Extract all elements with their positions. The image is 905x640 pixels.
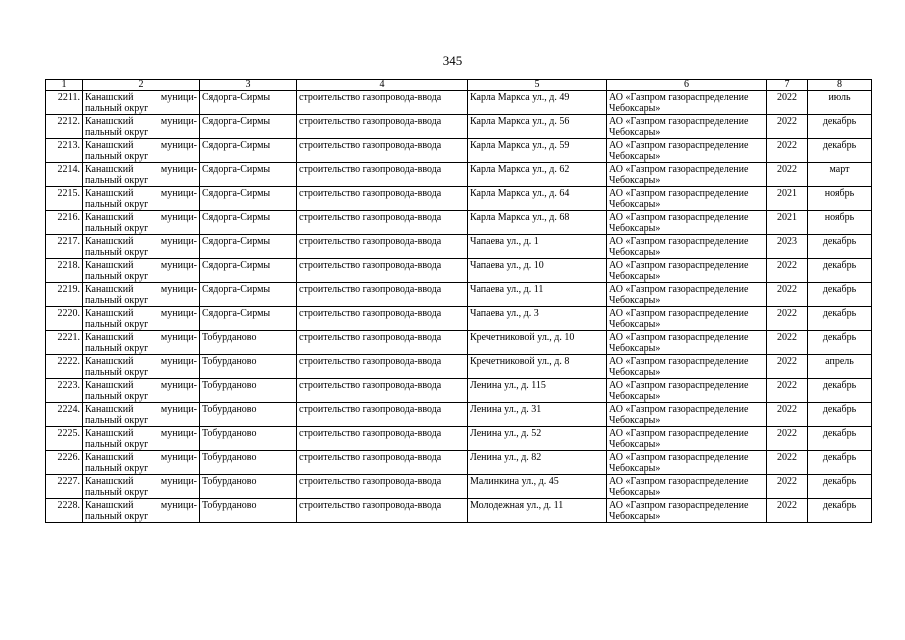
organization-cell: АО «Газпром газораспределение Чебоксары» bbox=[607, 307, 767, 331]
year-cell: 2022 bbox=[767, 139, 808, 163]
work-type-cell: строительство газопровода-ввода bbox=[297, 451, 468, 475]
work-type-cell: строительство газопровода-ввода bbox=[297, 211, 468, 235]
column-header: 1 bbox=[46, 80, 83, 91]
year-cell: 2022 bbox=[767, 403, 808, 427]
month-cell: июль bbox=[808, 91, 872, 115]
year-cell: 2022 bbox=[767, 499, 808, 523]
table-row bbox=[46, 355, 872, 379]
column-header: 6 bbox=[607, 80, 767, 91]
month-cell: ноябрь bbox=[808, 187, 872, 211]
row-number-cell: 2226. bbox=[46, 451, 83, 475]
work-type-cell: строительство газопровода-ввода bbox=[297, 91, 468, 115]
organization-cell: АО «Газпром газораспределение Чебоксары» bbox=[607, 331, 767, 355]
settlement-cell: Сядорга-Сирмы bbox=[200, 163, 297, 187]
month-cell: декабрь bbox=[808, 499, 872, 523]
address-cell: Карла Маркса ул., д. 68 bbox=[468, 211, 607, 235]
table-row bbox=[46, 331, 872, 355]
month-cell: декабрь bbox=[808, 115, 872, 139]
year-cell: 2022 bbox=[767, 115, 808, 139]
work-type-cell: строительство газопровода-ввода bbox=[297, 379, 468, 403]
settlement-cell: Тобурданово bbox=[200, 451, 297, 475]
year-cell: 2023 bbox=[767, 235, 808, 259]
district-cell: Канашский муници-пальный округ bbox=[83, 139, 200, 163]
settlement-cell: Сядорга-Сирмы bbox=[200, 115, 297, 139]
column-header: 7 bbox=[767, 80, 808, 91]
row-number-cell: 2214. bbox=[46, 163, 83, 187]
column-header: 4 bbox=[297, 80, 468, 91]
table-row bbox=[46, 187, 872, 211]
year-cell: 2021 bbox=[767, 187, 808, 211]
year-cell: 2022 bbox=[767, 283, 808, 307]
district-cell: Канашский муници-пальный округ bbox=[83, 403, 200, 427]
row-number-cell: 2215. bbox=[46, 187, 83, 211]
row-number-cell: 2217. bbox=[46, 235, 83, 259]
address-cell: Ленина ул., д. 31 bbox=[468, 403, 607, 427]
table-row bbox=[46, 451, 872, 475]
address-cell: Карла Маркса ул., д. 56 bbox=[468, 115, 607, 139]
district-cell: Канашский муници-пальный округ bbox=[83, 331, 200, 355]
address-cell: Карла Маркса ул., д. 49 bbox=[468, 91, 607, 115]
settlement-cell: Сядорга-Сирмы bbox=[200, 259, 297, 283]
year-cell: 2022 bbox=[767, 475, 808, 499]
table-row bbox=[46, 163, 872, 187]
address-cell: Карла Маркса ул., д. 64 bbox=[468, 187, 607, 211]
work-type-cell: строительство газопровода-ввода bbox=[297, 259, 468, 283]
settlement-cell: Сядорга-Сирмы bbox=[200, 91, 297, 115]
address-cell: Карла Маркса ул., д. 59 bbox=[468, 139, 607, 163]
settlement-cell: Тобурданово bbox=[200, 379, 297, 403]
settlement-cell: Сядорга-Сирмы bbox=[200, 307, 297, 331]
work-type-cell: строительство газопровода-ввода bbox=[297, 187, 468, 211]
table-row bbox=[46, 499, 872, 523]
address-cell: Ленина ул., д. 82 bbox=[468, 451, 607, 475]
column-header: 2 bbox=[83, 80, 200, 91]
address-cell: Ленина ул., д. 115 bbox=[468, 379, 607, 403]
table-row bbox=[46, 211, 872, 235]
organization-cell: АО «Газпром газораспределение Чебоксары» bbox=[607, 259, 767, 283]
district-cell: Канашский муници-пальный округ bbox=[83, 451, 200, 475]
row-number-cell: 2222. bbox=[46, 355, 83, 379]
organization-cell: АО «Газпром газораспределение Чебоксары» bbox=[607, 379, 767, 403]
year-cell: 2022 bbox=[767, 427, 808, 451]
row-number-cell: 2220. bbox=[46, 307, 83, 331]
district-cell: Канашский муници-пальный округ bbox=[83, 427, 200, 451]
work-type-cell: строительство газопровода-ввода bbox=[297, 403, 468, 427]
table-row bbox=[46, 235, 872, 259]
settlement-cell: Сядорга-Сирмы bbox=[200, 235, 297, 259]
table-row bbox=[46, 283, 872, 307]
page-number: 345 bbox=[442, 53, 463, 68]
row-number-cell: 2227. bbox=[46, 475, 83, 499]
work-type-cell: строительство газопровода-ввода bbox=[297, 163, 468, 187]
column-header: 3 bbox=[200, 80, 297, 91]
month-cell: декабрь bbox=[808, 379, 872, 403]
organization-cell: АО «Газпром газораспределение Чебоксары» bbox=[607, 91, 767, 115]
row-number-cell: 2212. bbox=[46, 115, 83, 139]
organization-cell: АО «Газпром газораспределение Чебоксары» bbox=[607, 139, 767, 163]
table-row bbox=[46, 139, 872, 163]
year-cell: 2021 bbox=[767, 211, 808, 235]
settlement-cell: Сядорга-Сирмы bbox=[200, 139, 297, 163]
column-header: 8 bbox=[808, 80, 872, 91]
row-number-cell: 2211. bbox=[46, 91, 83, 115]
organization-cell: АО «Газпром газораспределение Чебоксары» bbox=[607, 355, 767, 379]
district-cell: Канашский муници-пальный округ bbox=[83, 355, 200, 379]
year-cell: 2022 bbox=[767, 355, 808, 379]
organization-cell: АО «Газпром газораспределение Чебоксары» bbox=[607, 187, 767, 211]
organization-cell: АО «Газпром газораспределение Чебоксары» bbox=[607, 427, 767, 451]
month-cell: декабрь bbox=[808, 307, 872, 331]
address-cell: Кречетниковой ул., д. 10 bbox=[468, 331, 607, 355]
year-cell: 2022 bbox=[767, 331, 808, 355]
district-cell: Канашский муници-пальный округ bbox=[83, 211, 200, 235]
work-type-cell: строительство газопровода-ввода bbox=[297, 499, 468, 523]
organization-cell: АО «Газпром газораспределение Чебоксары» bbox=[607, 451, 767, 475]
settlement-cell: Тобурданово bbox=[200, 331, 297, 355]
district-cell: Канашский муници-пальный округ bbox=[83, 187, 200, 211]
row-number-cell: 2225. bbox=[46, 427, 83, 451]
month-cell: декабрь bbox=[808, 451, 872, 475]
settlement-cell: Сядорга-Сирмы bbox=[200, 283, 297, 307]
year-cell: 2022 bbox=[767, 91, 808, 115]
address-cell: Чапаева ул., д. 3 bbox=[468, 307, 607, 331]
settlement-cell: Тобурданово bbox=[200, 403, 297, 427]
organization-cell: АО «Газпром газораспределение Чебоксары» bbox=[607, 115, 767, 139]
settlement-cell: Сядорга-Сирмы bbox=[200, 211, 297, 235]
work-type-cell: строительство газопровода-ввода bbox=[297, 115, 468, 139]
address-cell: Кречетниковой ул., д. 8 bbox=[468, 355, 607, 379]
month-cell: ноябрь bbox=[808, 211, 872, 235]
address-cell: Ленина ул., д. 52 bbox=[468, 427, 607, 451]
organization-cell: АО «Газпром газораспределение Чебоксары» bbox=[607, 211, 767, 235]
gas-pipeline-registry-table bbox=[45, 79, 872, 523]
organization-cell: АО «Газпром газораспределение Чебоксары» bbox=[607, 475, 767, 499]
month-cell: декабрь bbox=[808, 283, 872, 307]
row-number-cell: 2221. bbox=[46, 331, 83, 355]
table-row bbox=[46, 115, 872, 139]
month-cell: декабрь bbox=[808, 259, 872, 283]
row-number-cell: 2219. bbox=[46, 283, 83, 307]
table-row bbox=[46, 475, 872, 499]
year-cell: 2022 bbox=[767, 379, 808, 403]
month-cell: декабрь bbox=[808, 139, 872, 163]
table-row bbox=[46, 259, 872, 283]
month-cell: декабрь bbox=[808, 427, 872, 451]
row-number-cell: 2218. bbox=[46, 259, 83, 283]
column-number-row bbox=[46, 80, 872, 91]
row-number-cell: 2216. bbox=[46, 211, 83, 235]
address-cell: Чапаева ул., д. 11 bbox=[468, 283, 607, 307]
month-cell: декабрь bbox=[808, 403, 872, 427]
address-cell: Молодежная ул., д. 11 bbox=[468, 499, 607, 523]
settlement-cell: Тобурданово bbox=[200, 499, 297, 523]
organization-cell: АО «Газпром газораспределение Чебоксары» bbox=[607, 163, 767, 187]
address-cell: Малинкина ул., д. 45 bbox=[468, 475, 607, 499]
district-cell: Канашский муници-пальный округ bbox=[83, 115, 200, 139]
month-cell: декабрь bbox=[808, 331, 872, 355]
table-row bbox=[46, 379, 872, 403]
work-type-cell: строительство газопровода-ввода bbox=[297, 283, 468, 307]
table-row bbox=[46, 307, 872, 331]
district-cell: Канашский муници-пальный округ bbox=[83, 475, 200, 499]
organization-cell: АО «Газпром газораспределение Чебоксары» bbox=[607, 235, 767, 259]
address-cell: Чапаева ул., д. 1 bbox=[468, 235, 607, 259]
row-number-cell: 2223. bbox=[46, 379, 83, 403]
settlement-cell: Сядорга-Сирмы bbox=[200, 187, 297, 211]
work-type-cell: строительство газопровода-ввода bbox=[297, 355, 468, 379]
organization-cell: АО «Газпром газораспределение Чебоксары» bbox=[607, 499, 767, 523]
work-type-cell: строительство газопровода-ввода bbox=[297, 139, 468, 163]
row-number-cell: 2224. bbox=[46, 403, 83, 427]
work-type-cell: строительство газопровода-ввода bbox=[297, 235, 468, 259]
district-cell: Канашский муници-пальный округ bbox=[83, 259, 200, 283]
address-cell: Чапаева ул., д. 10 bbox=[468, 259, 607, 283]
district-cell: Канашский муници-пальный округ bbox=[83, 235, 200, 259]
work-type-cell: строительство газопровода-ввода bbox=[297, 307, 468, 331]
year-cell: 2022 bbox=[767, 259, 808, 283]
year-cell: 2022 bbox=[767, 307, 808, 331]
column-header: 5 bbox=[468, 80, 607, 91]
year-cell: 2022 bbox=[767, 163, 808, 187]
row-number-cell: 2228. bbox=[46, 499, 83, 523]
settlement-cell: Тобурданово bbox=[200, 355, 297, 379]
month-cell: апрель bbox=[808, 355, 872, 379]
month-cell: декабрь bbox=[808, 475, 872, 499]
address-cell: Карла Маркса ул., д. 62 bbox=[468, 163, 607, 187]
work-type-cell: строительство газопровода-ввода bbox=[297, 331, 468, 355]
settlement-cell: Тобурданово bbox=[200, 475, 297, 499]
district-cell: Канашский муници-пальный округ bbox=[83, 283, 200, 307]
organization-cell: АО «Газпром газораспределение Чебоксары» bbox=[607, 283, 767, 307]
district-cell: Канашский муници-пальный округ bbox=[83, 379, 200, 403]
table-row bbox=[46, 91, 872, 115]
month-cell: декабрь bbox=[808, 235, 872, 259]
district-cell: Канашский муници-пальный округ bbox=[83, 307, 200, 331]
district-cell: Канашский муници-пальный округ bbox=[83, 163, 200, 187]
work-type-cell: строительство газопровода-ввода bbox=[297, 427, 468, 451]
district-cell: Канашский муници-пальный округ bbox=[83, 91, 200, 115]
year-cell: 2022 bbox=[767, 451, 808, 475]
organization-cell: АО «Газпром газораспределение Чебоксары» bbox=[607, 403, 767, 427]
district-cell: Канашский муници-пальный округ bbox=[83, 499, 200, 523]
settlement-cell: Тобурданово bbox=[200, 427, 297, 451]
table-row bbox=[46, 427, 872, 451]
month-cell: март bbox=[808, 163, 872, 187]
table-row bbox=[46, 403, 872, 427]
row-number-cell: 2213. bbox=[46, 139, 83, 163]
work-type-cell: строительство газопровода-ввода bbox=[297, 475, 468, 499]
